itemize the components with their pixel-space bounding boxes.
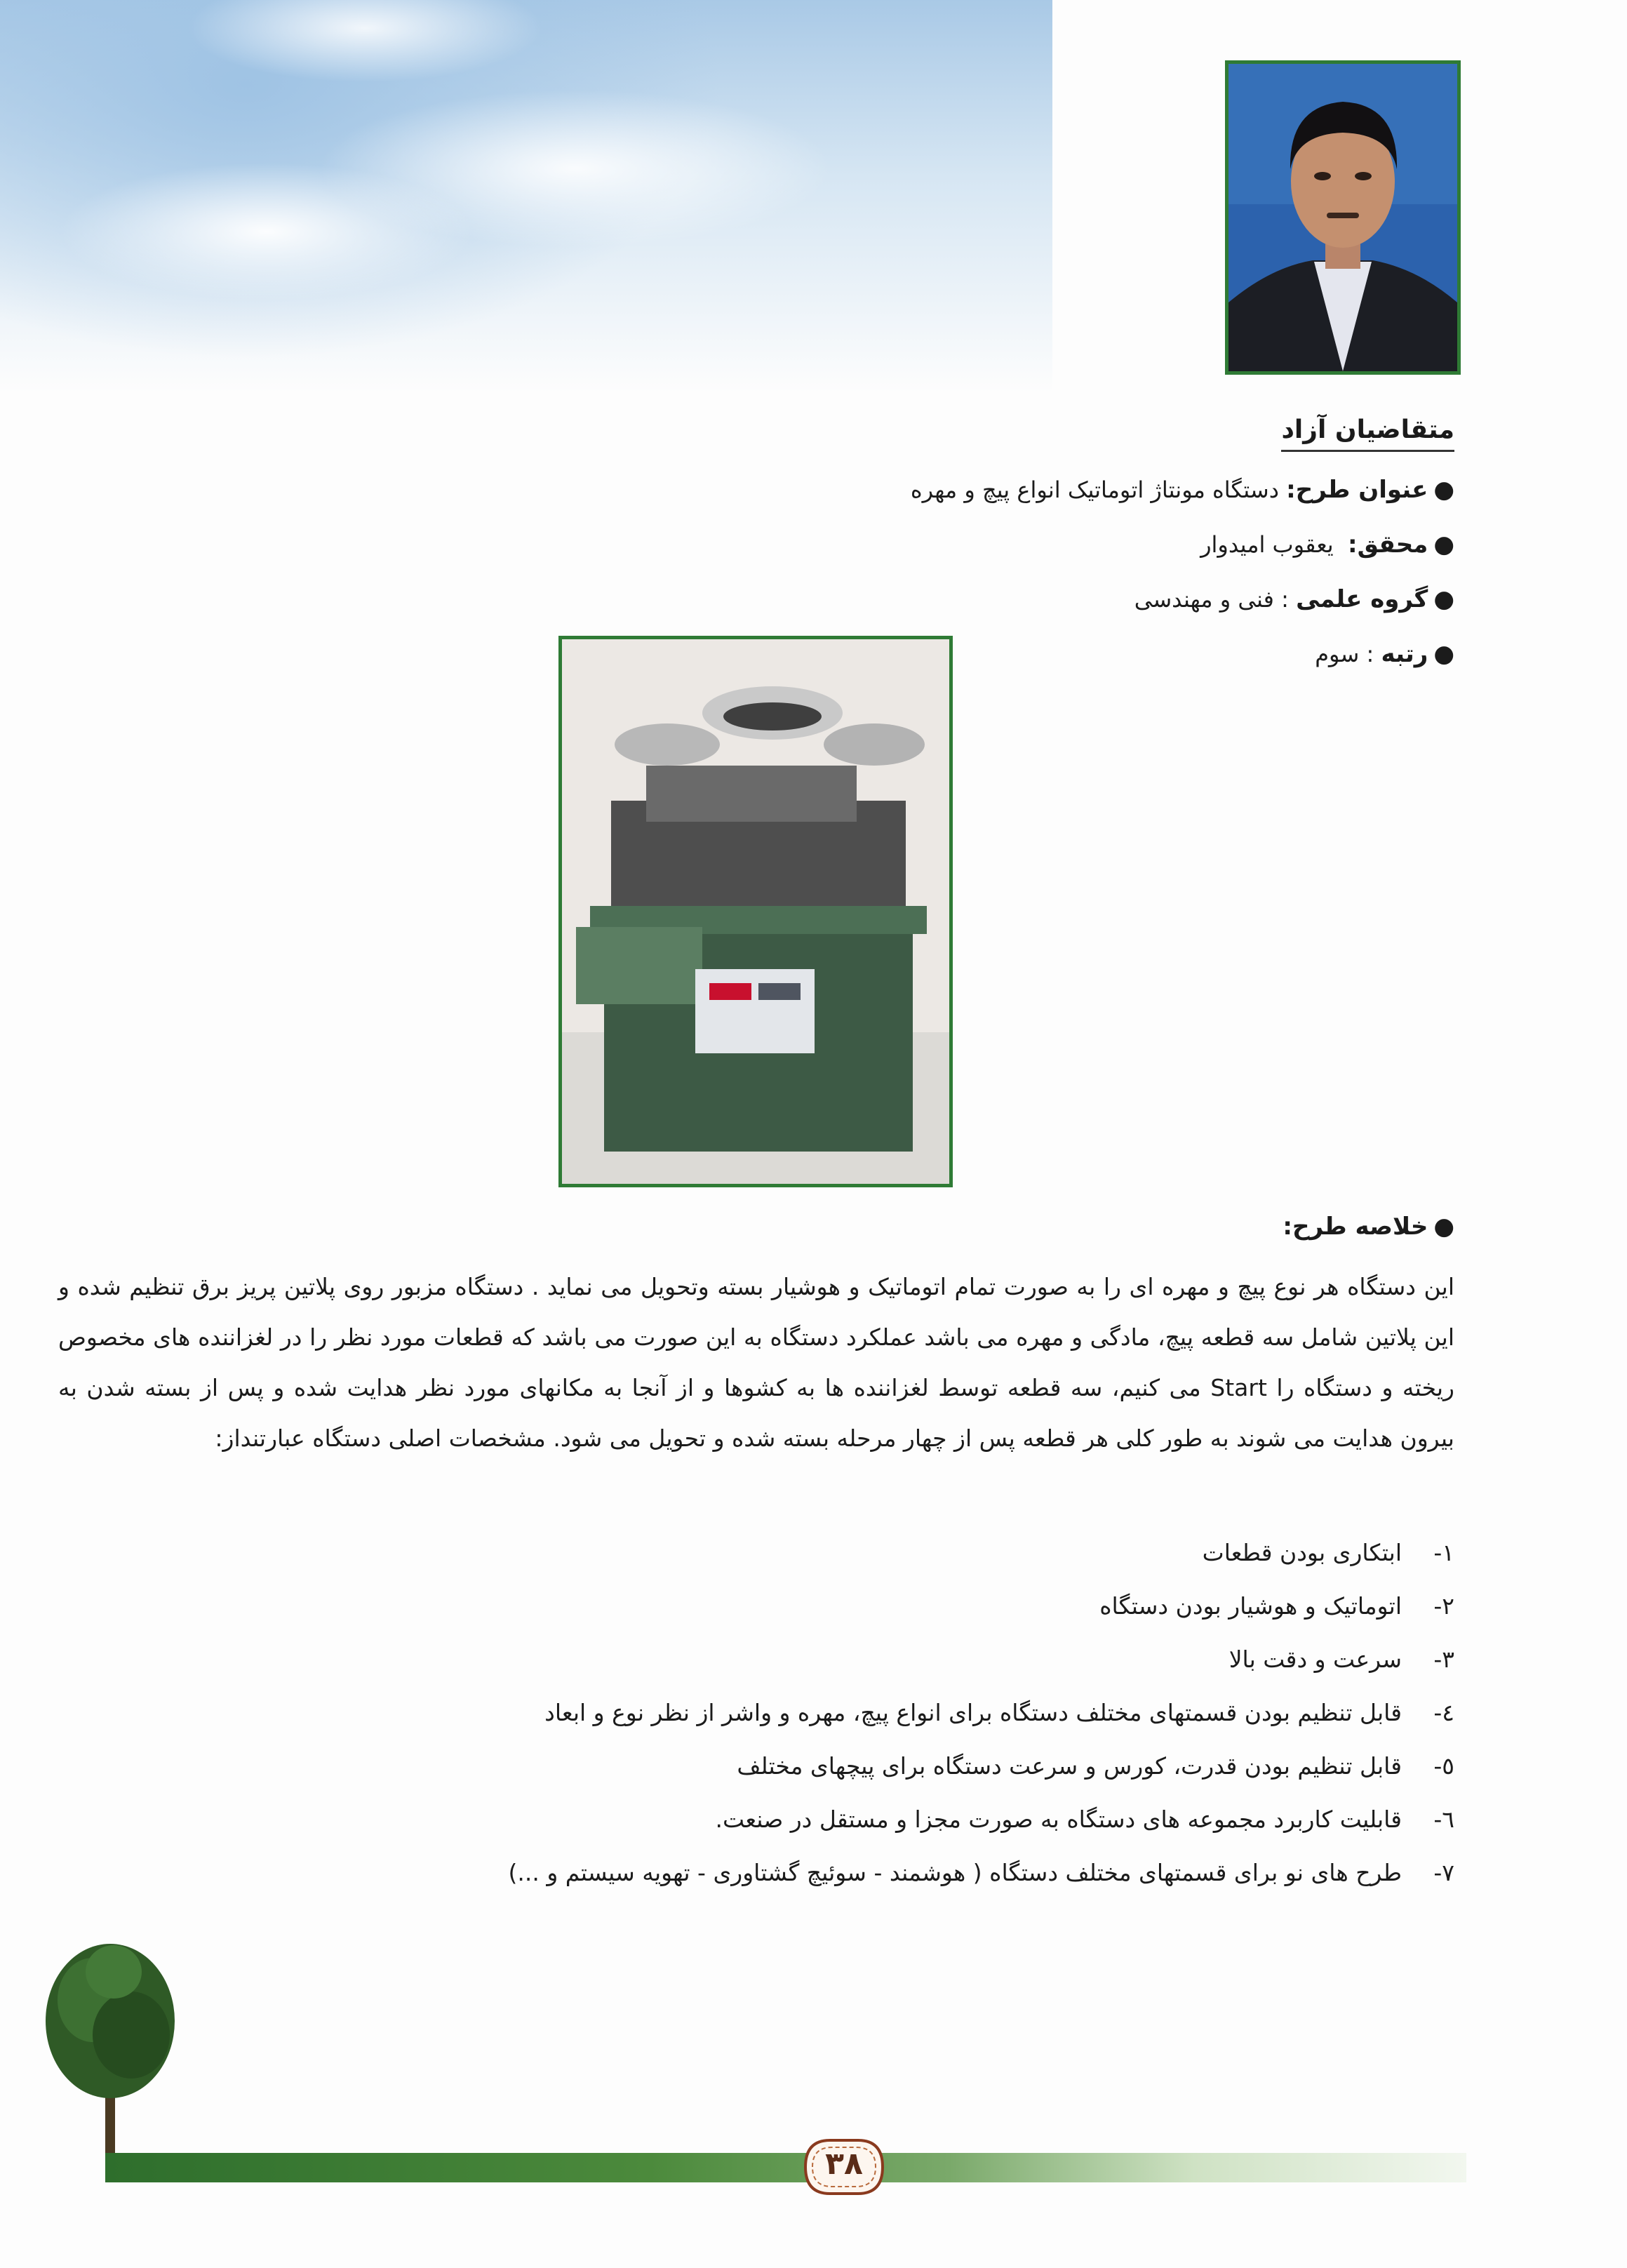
feature-number: ٦-	[1433, 1806, 1454, 1833]
feature-item	[192, 1638, 1454, 1691]
rank-label: رتبه	[1381, 640, 1428, 668]
scientific-group-label: گروه علمی	[1296, 585, 1428, 613]
bullet-icon: ●	[1433, 476, 1454, 504]
info-row-researcher	[753, 523, 1454, 578]
feature-text: قابل تنظیم بودن قدرت، کورس و سرعت دستگاه برای پیچهای مختلف	[737, 1752, 1402, 1780]
summary-paragraph: این دستگاه هر نوع پیچ و مهره ای را به صورت تمام اتوماتیک و هوشیار بسته وتحویل می نماید . دستگاه مزبور روی پلاتین پریز برق تنظیم شده و این پلاتین شامل سه قطعه پیچ، مادگی و مهره می باشد عملکرد دستگاه به این صورت می باشد که قطعات مورد نظر را در لغزاننده های مخصوص ریخته و دستگاه را Start می کنیم، سه قطعه توسط لغزاننده ها به کشوها و از آنجا به مکانهای مورد نظر هدایت شده و پس از بسته شدن به بیرون هدایت می شوند به طور کلی هر قطعه پس از چهار مرحله بسته شده و تحویل می شود. مشخصات اصلی دستگاه عبارتنداز:	[58, 1273, 1454, 1452]
feature-item	[192, 1851, 1454, 1905]
feature-number: ۲-	[1433, 1592, 1454, 1620]
bullet-icon: ●	[1433, 1213, 1454, 1241]
feature-text: ابتکاری بودن قطعات	[1202, 1539, 1402, 1566]
feature-text: طرح های نو برای قسمتهای مختلف دستگاه ( هوشمند - سوئیچ گشتاوری - تهویه سیستم و ...)	[508, 1859, 1402, 1886]
info-row-project-title	[753, 469, 1454, 523]
project-title-value: دستگاه مونتاژ اتوماتیک انواع پیچ و مهره	[910, 476, 1279, 503]
feature-item	[192, 1531, 1454, 1585]
bullet-icon: ●	[1433, 585, 1454, 613]
tree-icon	[36, 1937, 191, 2161]
researcher-label: محقق:	[1348, 531, 1428, 559]
feature-number: ٤-	[1433, 1699, 1454, 1726]
feature-number: ٥-	[1433, 1752, 1454, 1780]
feature-text: قابلیت کاربرد مجموعه های دستگاه به صورت مجزا و مستقل در صنعت.	[715, 1806, 1402, 1833]
bullet-icon: ●	[1433, 531, 1454, 559]
footer-bar	[105, 2153, 1466, 2182]
researcher-photo	[1225, 60, 1461, 375]
rank-value: : سوم	[1315, 641, 1374, 667]
feature-number: ۱-	[1433, 1539, 1454, 1566]
researcher-value: یعقوب امیدوار	[1200, 531, 1334, 558]
features-list	[192, 1531, 1454, 1905]
feature-number: ۷-	[1433, 1859, 1454, 1886]
feature-text: سرعت و دقت بالا	[1228, 1646, 1402, 1673]
project-title-label: عنوان طرح:	[1286, 476, 1428, 504]
info-row-scientific-group	[753, 578, 1454, 633]
portrait-illustration	[1228, 64, 1457, 371]
machine-illustration	[562, 639, 949, 1184]
feature-item	[192, 1745, 1454, 1798]
bullet-icon: ●	[1433, 640, 1454, 668]
feature-item	[192, 1691, 1454, 1745]
sky-background	[0, 0, 1052, 393]
feature-item	[192, 1798, 1454, 1851]
scientific-group-value: : فنی و مهندسی	[1134, 586, 1289, 613]
researcher-group-title: متقاضیان آزاد	[1281, 415, 1454, 452]
feature-text: اتوماتیک و هوشیار بودن دستگاه	[1099, 1592, 1402, 1620]
feature-item	[192, 1585, 1454, 1638]
summary-title	[1283, 1213, 1454, 1241]
feature-text: قابل تنظیم بودن قسمتهای مختلف دستگاه برای انواع پیچ، مهره و واشر از نظر نوع و ابعاد	[544, 1699, 1402, 1726]
page-number: ۳۸	[825, 2146, 863, 2182]
machine-photo	[558, 636, 953, 1187]
feature-number: ۳-	[1433, 1646, 1454, 1673]
summary-title-text: خلاصه طرح:	[1283, 1213, 1428, 1241]
